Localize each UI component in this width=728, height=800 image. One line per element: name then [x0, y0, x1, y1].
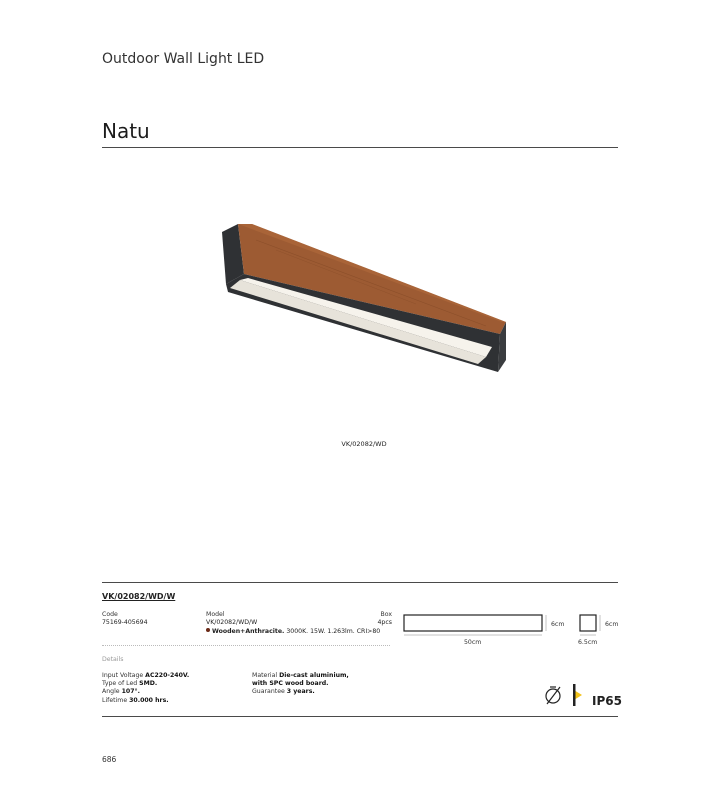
image-caption: VK/02082/WD [341, 440, 387, 448]
dim-height-side: 6cm [605, 621, 619, 628]
finish-specs: 3000K. 15W. 1.263lm. CRI>80 [284, 628, 381, 635]
side-outline [580, 615, 596, 631]
box-value: 4pcs [377, 619, 392, 626]
product-title: Natu [102, 119, 150, 143]
model-label: Model [206, 611, 225, 618]
details-right [252, 672, 349, 697]
details-label: Details [102, 656, 124, 663]
no-dimmable-icon [543, 684, 563, 706]
sku-title: VK/02082/WD/W [102, 592, 176, 601]
model-value: VK/02082/WD/W [206, 619, 258, 626]
header-divider [102, 147, 618, 148]
spec-voltage: Input Voltage AC220-240V. [102, 672, 190, 679]
spec-material-2: with SPC wood board. [252, 680, 329, 688]
wall-mount-icon [571, 683, 583, 707]
page-number: 686 [102, 755, 117, 764]
color-swatch-icon [206, 628, 210, 632]
dim-height: 6cm [551, 621, 565, 628]
finish-name: Wooden+Anthracite. [212, 628, 285, 635]
dim-length: 50cm [464, 639, 482, 646]
dim-depth: 6.5cm [578, 639, 598, 646]
code-value: 75169-405694 [102, 619, 148, 626]
product-image [216, 222, 506, 372]
spec-led-type: Type of Led SMD. [102, 680, 158, 688]
details-divider [102, 716, 618, 717]
ip-rating: IP65 [592, 694, 622, 708]
category-title: Outdoor Wall Light LED [102, 51, 265, 67]
details-left [102, 672, 189, 705]
front-outline [404, 615, 542, 631]
code-label: Code [102, 611, 118, 618]
spec-subdivider [102, 645, 390, 646]
spec-lifetime: Lifetime 30.000 hrs. [102, 696, 169, 704]
finish-line [206, 628, 380, 635]
spec-angle: Angle 107°. [102, 688, 140, 696]
spec-guarantee: Guarantee 3 years. [252, 688, 315, 696]
spec-divider [102, 582, 618, 583]
spec-material: Material Die-cast aluminium, [252, 672, 349, 679]
box-label: Box [380, 611, 392, 618]
